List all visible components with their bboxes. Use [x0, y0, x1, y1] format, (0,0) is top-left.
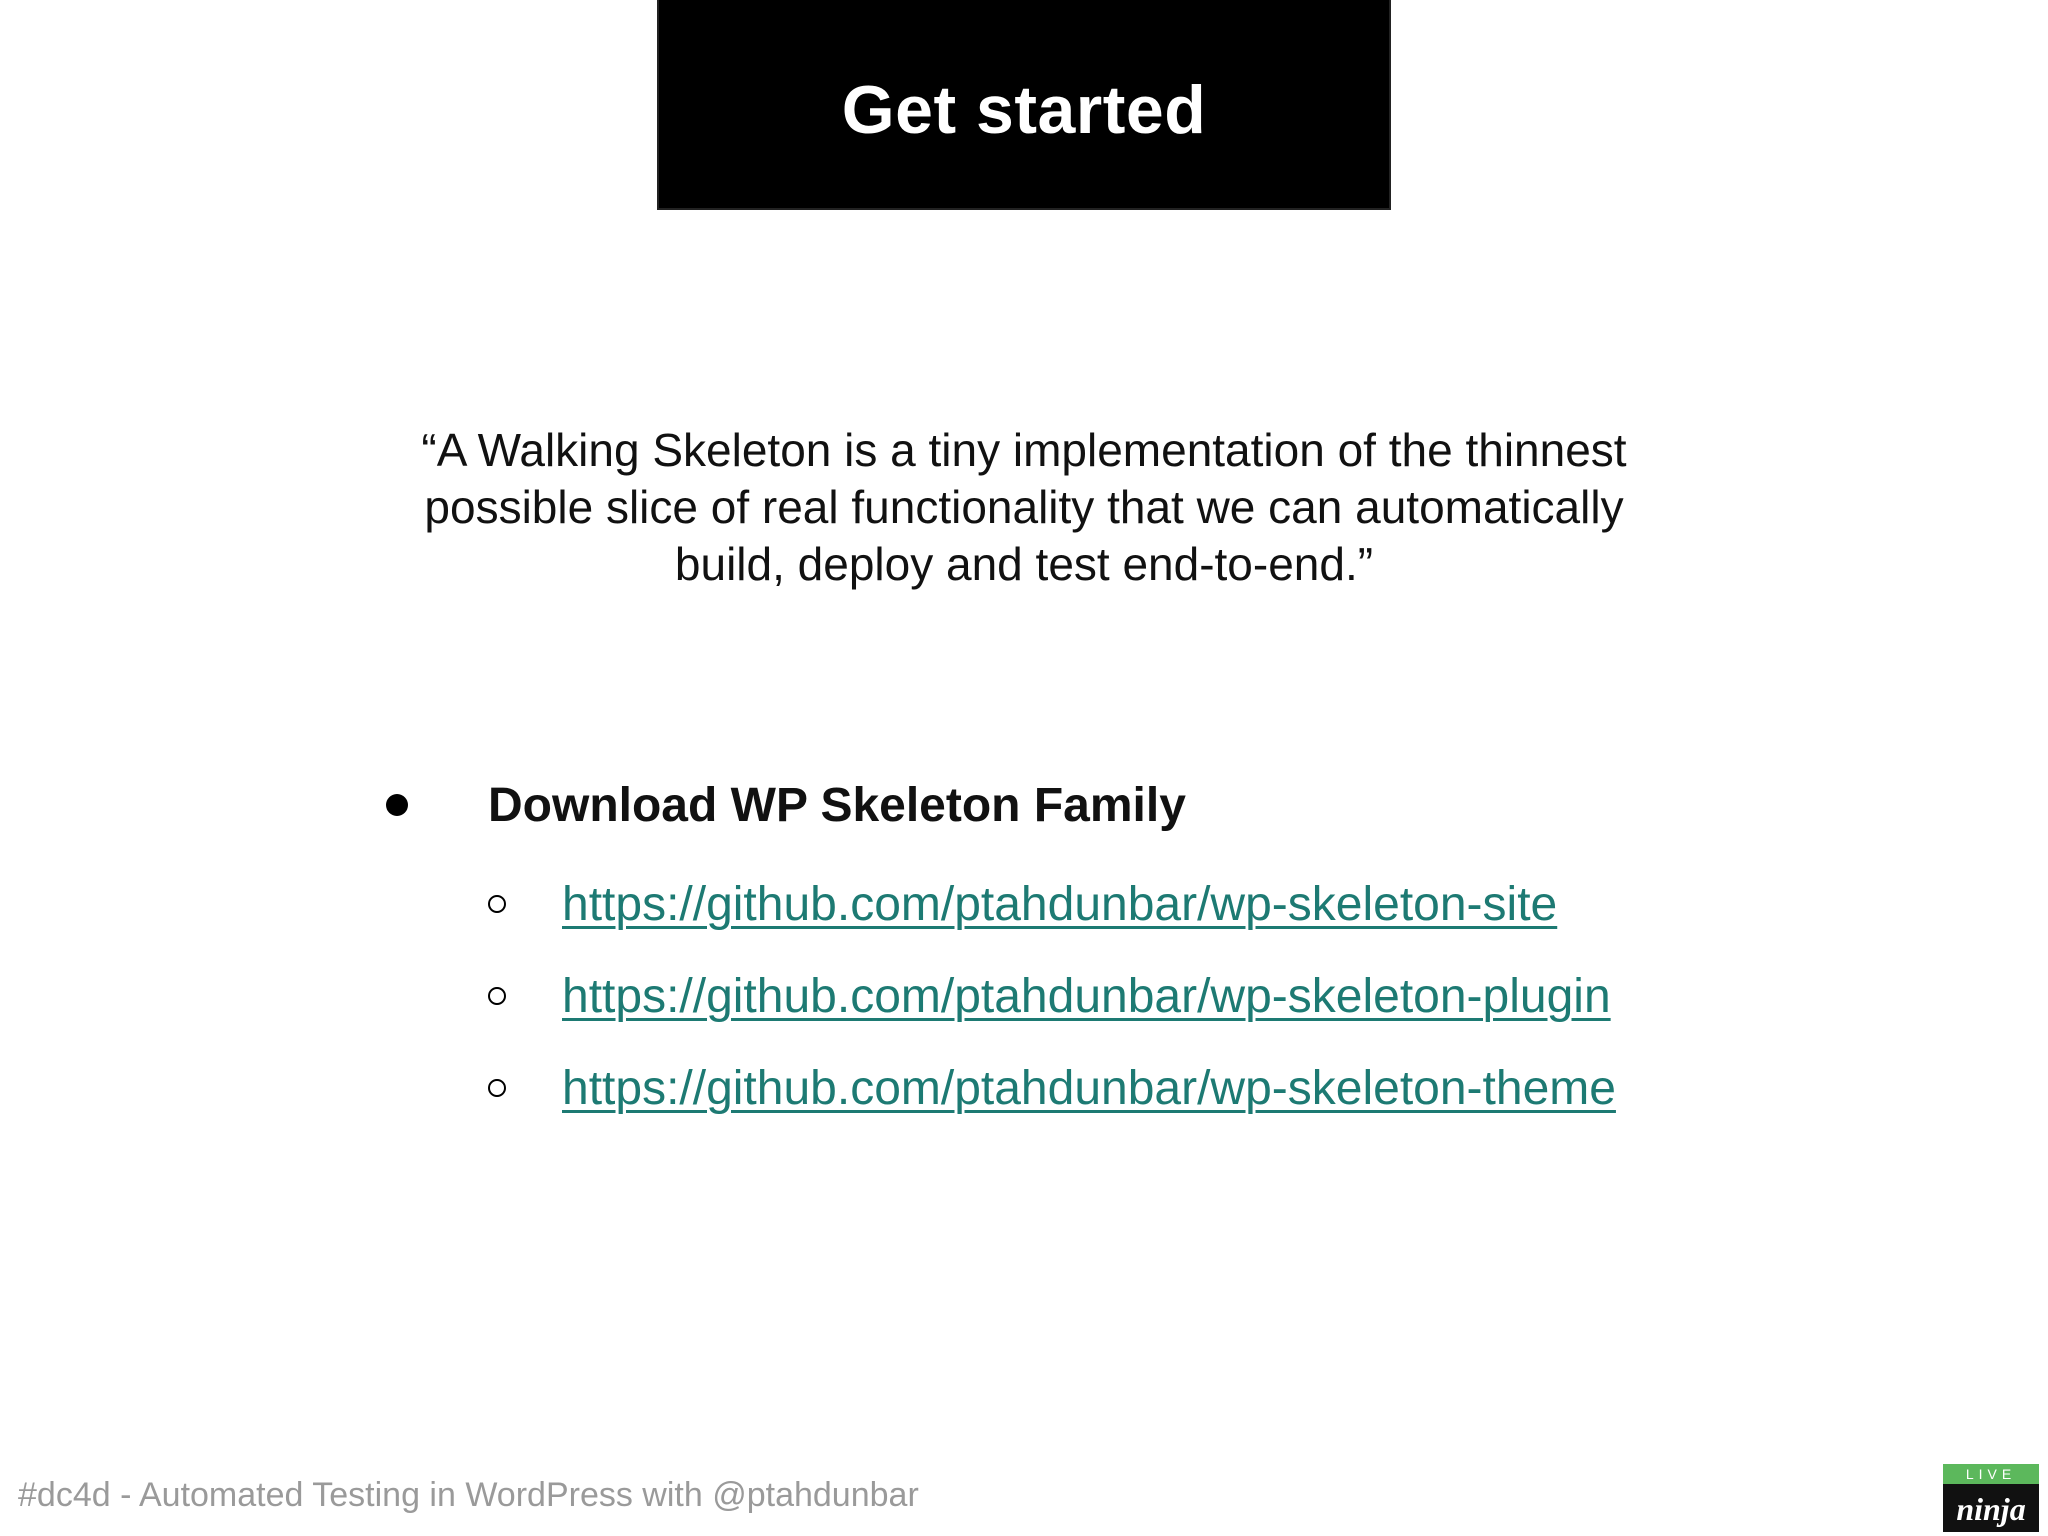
footer-caption: #dc4d - Automated Testing in WordPress with @ptahdunbar — [18, 1476, 919, 1514]
slide-title: Get started — [841, 72, 1207, 148]
list-item — [380, 858, 1780, 950]
circle-bullet-icon — [488, 987, 506, 1005]
link-wp-skeleton-theme[interactable]: https://github.com/ptahdunbar/wp-skeleton-theme — [562, 1061, 1616, 1115]
link-wp-skeleton-plugin[interactable]: https://github.com/ptahdunbar/wp-skeleton-plugin — [562, 969, 1611, 1023]
live-ninja-logo — [1935, 1462, 2045, 1534]
download-list — [380, 770, 1780, 1134]
quote — [320, 422, 1728, 593]
quote-line: possible slice of real functionality that we can automatically — [424, 481, 1624, 533]
quote-line: build, deploy and test end-to-end.” — [674, 538, 1374, 590]
list-item — [380, 770, 1780, 840]
link-list — [380, 858, 1780, 1134]
link-wp-skeleton-site[interactable]: https://github.com/ptahdunbar/wp-skeleton-site — [562, 877, 1558, 931]
list-heading: Download WP Skeleton Family — [488, 778, 1186, 832]
list-item — [380, 950, 1780, 1042]
bullet-icon — [386, 794, 408, 816]
circle-bullet-icon — [488, 1079, 506, 1097]
logo-live-text: LIVE — [1965, 1466, 2017, 1482]
title-box — [657, 0, 1391, 210]
list-item — [380, 1042, 1780, 1134]
quote-line: “A Walking Skeleton is a tiny implementation of the thinnest — [421, 424, 1627, 476]
logo-ninja-text: ninja — [1956, 1491, 2026, 1527]
circle-bullet-icon — [488, 895, 506, 913]
